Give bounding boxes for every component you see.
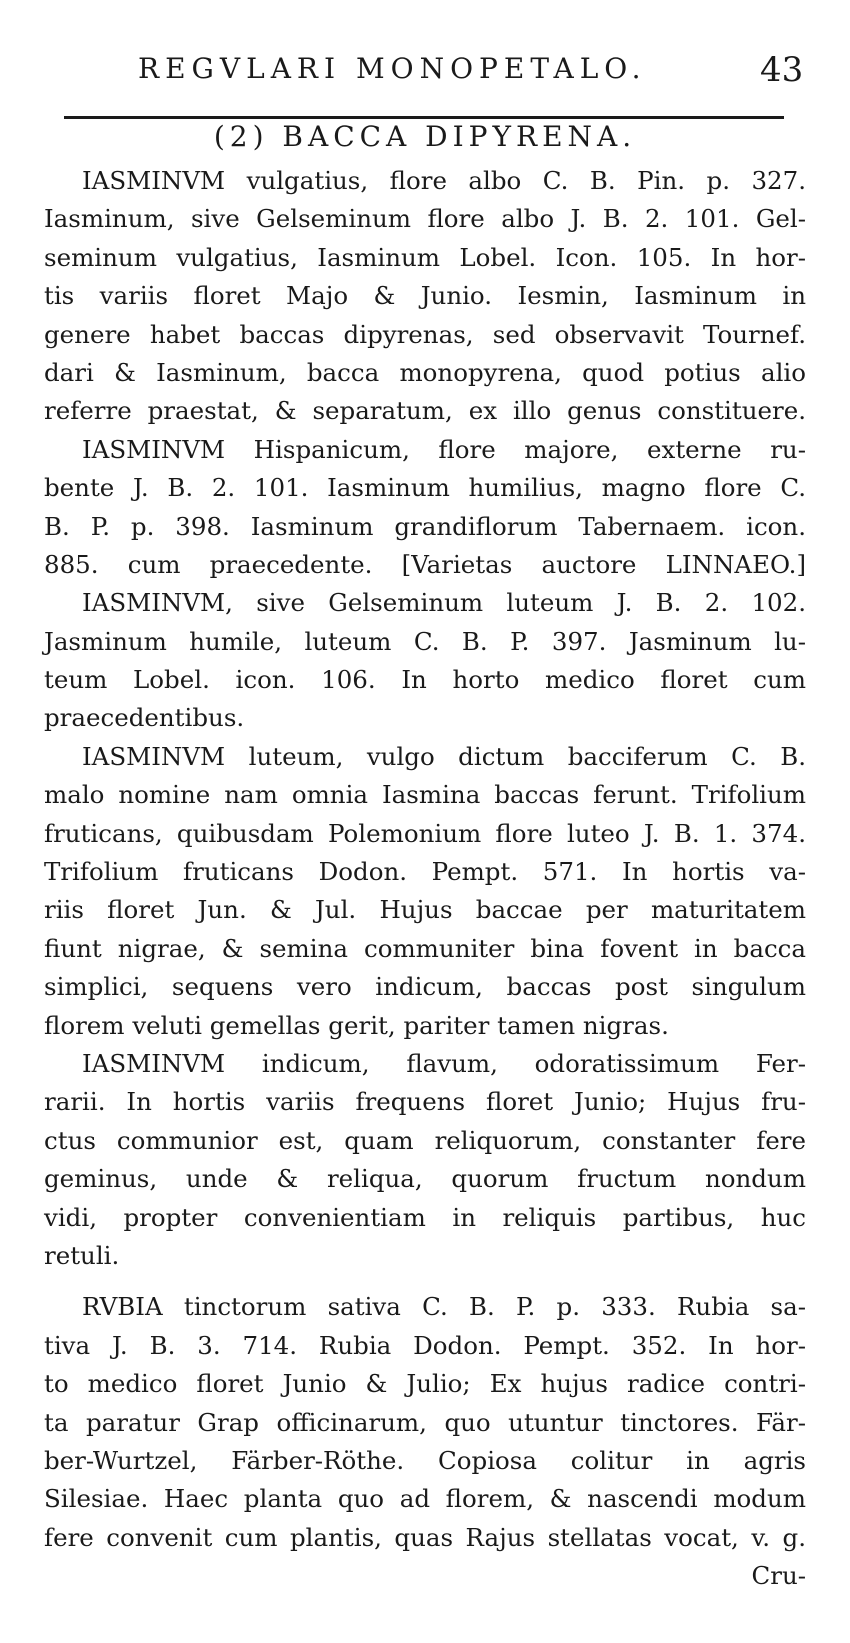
text-line: rarii. In hortis variis frequens floret Junio; Hujus fru-	[44, 1087, 806, 1117]
text-line: bente J. B. 2. 101. Iasminum humilius, magno flore C.	[44, 473, 806, 503]
text-line: dari & Iasminum, bacca monopyrena, quod potius alio	[44, 357, 806, 387]
text-line: IASMINVM vulgatius, flore albo C. B. Pin. p. 327.	[82, 166, 806, 195]
page-number: 43	[760, 50, 804, 90]
text-line: praecedentibus.	[44, 703, 245, 733]
text-line: riis floret Jun. & Jul. Hujus baccae per maturitatem	[44, 895, 806, 925]
text-line: retuli.	[44, 1240, 120, 1270]
text-line: RVBIA tinctorum sativa C. B. P. p. 333. Rubia sa-	[82, 1292, 806, 1322]
text-line: ber-Wurtzel, Färber-Röthe. Copiosa colitur in agris	[44, 1445, 806, 1475]
text-line: geminus, unde & reliqua, quorum fructum nondum	[44, 1164, 806, 1194]
text-line: 885. cum praecedente. [Varietas auctore LINNAEO.]	[44, 549, 806, 579]
text-line: IASMINVM Hispanicum, flore majore, externe ru-	[82, 434, 806, 464]
catchword: Cru-	[751, 1561, 806, 1591]
text-line: tis variis floret Majo & Junio. Iesmin, Iasminum in	[44, 281, 806, 311]
text-line: genere habet baccas dipyrenas, sed observavit Tournef.	[44, 319, 806, 349]
header-rule	[64, 116, 784, 119]
text-line: fruticans, quibusdam Polemonium flore luteo J. B. 1. 374.	[44, 818, 806, 848]
page-header	[0, 48, 850, 98]
text-line: IASMINVM indicum, flavum, odoratissimum Fer-	[82, 1048, 806, 1078]
text-line: referre praestat, & separatum, ex illo genus constituere.	[44, 396, 806, 426]
text-line: ta paratur Grap officinarum, quo utuntur tinctores. Fär-	[44, 1407, 806, 1437]
running-title: REGVLARI MONOPETALO.	[138, 52, 647, 85]
text-line: tiva J. B. 3. 714. Rubia Dodon. Pempt. 352. In hor-	[44, 1330, 806, 1360]
text-line: vidi, propter convenientiam in reliquis partibus, huc	[44, 1202, 806, 1232]
text-line: teum Lobel. icon. 106. In horto medico floret cum	[44, 665, 806, 695]
text-line: malo nomine nam omnia Iasmina baccas ferunt. Trifolium	[44, 780, 806, 810]
text-line: IASMINVM, sive Gelseminum luteum J. B. 2. 102.	[82, 588, 806, 618]
text-line: fere convenit cum plantis, quas Rajus stellatas vocat, v. g.	[44, 1522, 806, 1552]
text-line: Trifolium fruticans Dodon. Pempt. 571. In hortis va-	[44, 857, 806, 887]
text-line: Silesiae. Haec planta quo ad florem, & nascendi modum	[44, 1484, 806, 1514]
text-line: ctus communior est, quam reliquorum, constanter fere	[44, 1125, 806, 1155]
text-line: florem veluti gemellas gerit, pariter tamen nigras.	[44, 1010, 669, 1040]
text-line: IASMINVM luteum, vulgo dictum bacciferum C. B.	[82, 741, 806, 771]
text-line: fiunt nigrae, & semina communiter bina fovent in bacca	[44, 933, 806, 963]
body-text	[44, 162, 806, 1595]
text-line: B. P. p. 398. Iasminum grandiflorum Tabernaem. icon.	[44, 511, 806, 541]
text-line: Jasminum humile, luteum C. B. P. 397. Jasminum lu-	[44, 626, 806, 656]
text-line: Iasminum, sive Gelseminum flore albo J. B. 2. 101. Gel-	[44, 204, 806, 234]
section-heading: (2) BACCA DIPYRENA.	[213, 120, 637, 153]
text-line: simplici, sequens vero indicum, baccas post singulum	[44, 972, 806, 1002]
text-line: to medico floret Junio & Julio; Ex hujus radice contri-	[44, 1369, 806, 1399]
text-line: seminum vulgatius, Iasminum Lobel. Icon. 105. In hor-	[44, 242, 806, 272]
